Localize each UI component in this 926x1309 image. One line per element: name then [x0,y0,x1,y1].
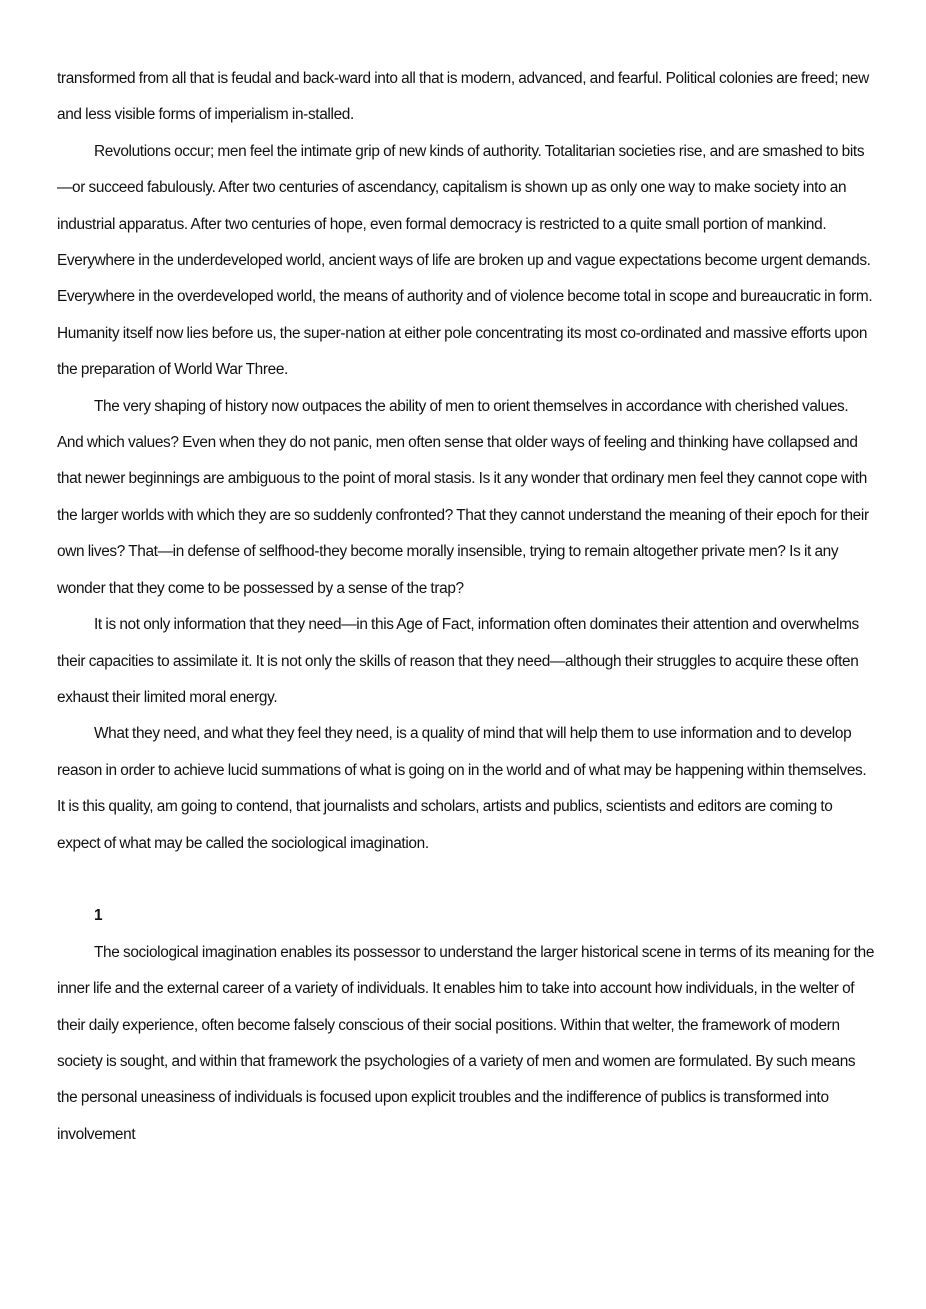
section-heading-number: 1 [94,907,103,925]
paragraph-5: What they need, and what they feel they need, is a quality of mind that will help them to use information and to develop reason in order to achieve lucid summations of what is going on in the world and of what may be happening within themselves. It is this quality, am going to contend, that journalists and scholars, artists and publics, scientists and editors are coming to expect of what may be called the sociological imagination. [57,725,867,852]
document-page [57,61,877,1153]
paragraph-6: The sociological imagination enables its possessor to understand the larger historical scene in terms of its meaning for the inner life and the external career of a variety of individuals. It enables him to take into account how individuals, in the welter of their daily experience, often become falsely conscious of their social positions. Within that welter, the framework of modern society is sought, and within that framework the psychologies of a variety of men and women are formulated. By such means the personal uneasiness of individuals is focused upon explicit troubles and the indifference of publics is transformed into involvement [57,943,875,1143]
paragraph-2: Revolutions occur; men feel the intimate grip of new kinds of authority. Totalitarian societies rise, and are smashed to bits—or succeed fabulously. After two centuries of ascendancy, capitalism is shown up as only one way to make society into an industrial apparatus. After two centuries of hope, even formal democracy is restricted to a quite small portion of mankind. Everywhere in the underdeveloped world, ancient ways of life are broken up and vague expectations become urgent demands. Everywhere in the overdeveloped world, the means of authority and of violence become total in scope and bureaucratic in form. Humanity itself now lies before us, the super-nation at either pole concentrating its most co-ordinated and massive efforts upon the preparation of World War Three. [57,142,873,379]
section-spacer [57,862,877,898]
paragraph-1: transformed from all that is feudal and back-ward into all that is modern, advanced, and fearful. Political colonies are freed; new and less visible forms of imperialism in-stalled. [57,70,869,124]
paragraph-4: It is not only information that they need—in this Age of Fact, information often dominates their attention and overwhelms their capacities to assimilate it. It is not only the skills of reason that they need—although their struggles to acquire these often exhaust their limited moral energy. [57,616,859,706]
paragraph-3: The very shaping of history now outpaces the ability of men to orient themselves in accordance with cherished values. And which values? Even when they do not panic, men often sense that older ways of feeling and thinking have collapsed and that newer beginnings are ambiguous to the point of moral stasis. Is it any wonder that ordinary men feel they cannot cope with the larger worlds with which they are so suddenly confronted? That they cannot understand the meaning of their epoch for their own lives? That—in defense of selfhood-they become morally insensible, trying to remain altogether private men? Is it any wonder that they come to be possessed by a sense of the trap? [57,397,869,597]
